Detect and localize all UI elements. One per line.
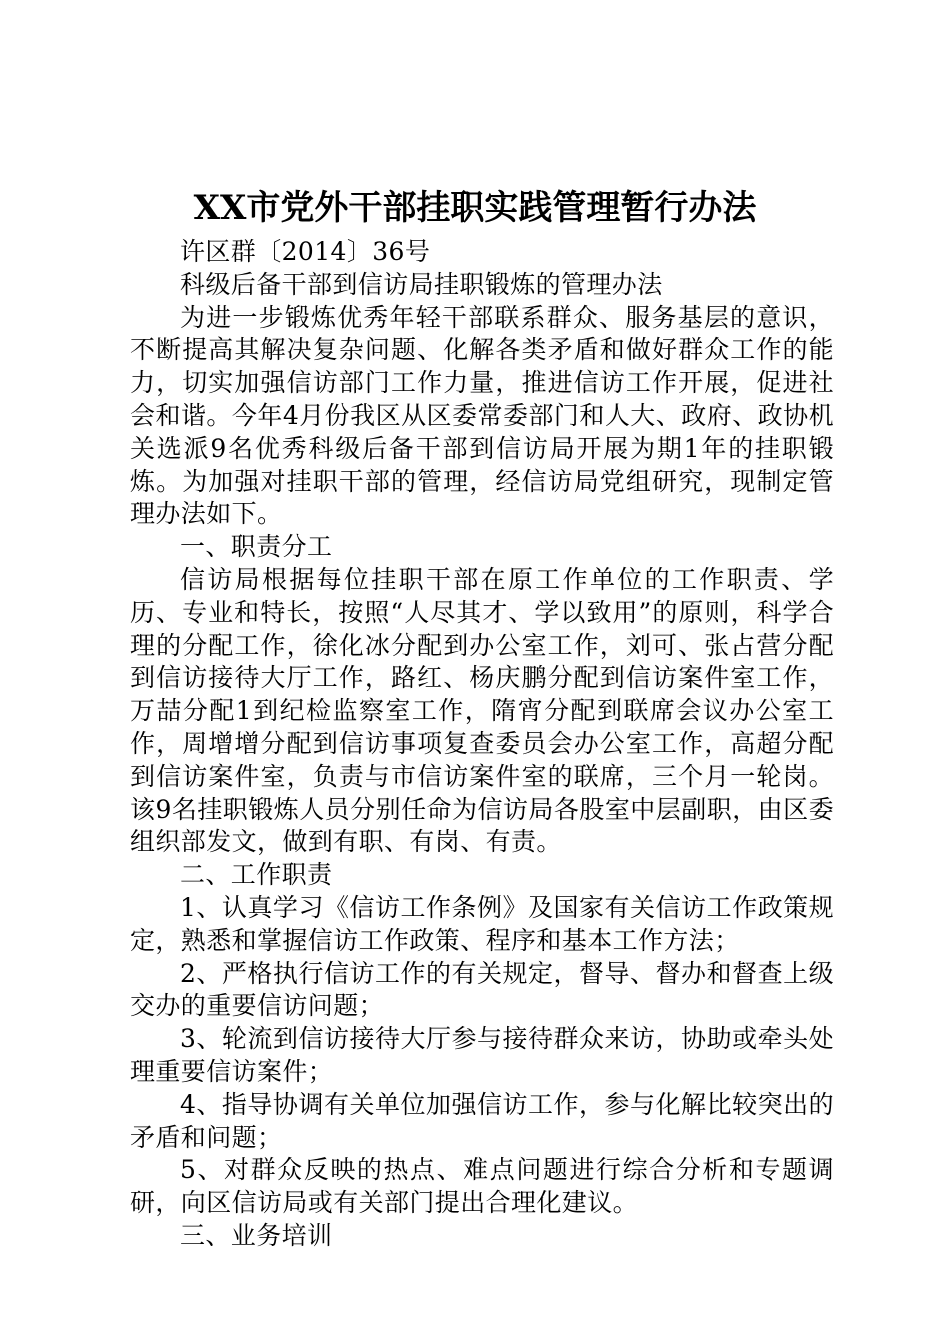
section-heading-training: 三、业务培训 [180,1220,333,1250]
responsibility-item: 1、认真学习《信访工作条例》及国家有关信访工作政策规定，熟悉和掌握信访工作政策、程序和基本工作方法； [130,892,834,955]
responsibility-item: 2、严格执行信访工作的有关规定，督导、督办和督查上级交办的重要信访问题； [130,958,834,1021]
section-heading-duties-division: 一、职责分工 [180,532,333,562]
document-body [130,236,834,1253]
intro-paragraph: 为进一步锻炼优秀年轻干部联系群众、服务基层的意识，不断提高其解决复杂问题、化解各类矛盾和做好群众工作的能力，切实加强信访部门工作力量，推进信访工作开展，促进社会和谐。今年4月份我区从区委常委部门和人大、政府、政协机关选派9名优秀科级后备干部到信访局开展为期1年的挂职锻炼。为加强对挂职干部的管理，经信访局党组研究，现制定管理办法如下。 [130,302,834,529]
section-heading-job-responsibilities: 二、工作职责 [180,860,333,890]
responsibility-item: 4、指导协调有关单位加强信访工作，参与化解比较突出的矛盾和问题； [130,1089,834,1152]
document-title: XX市党外干部挂职实践管理暂行办法 [193,188,757,228]
document-subtitle: 科级后备干部到信访局挂职锻炼的管理办法 [180,269,663,299]
responsibility-item: 3、轮流到信访接待大厅参与接待群众来访，协助或牵头处理重要信访案件； [130,1024,834,1086]
duties-division-paragraph: 信访局根据每位挂职干部在原工作单位的工作职责、学历、专业和特长，按照“人尽其才、学以致用”的原则，科学合理的分配工作，徐化冰分配到办公室工作，刘可、张占营分配到信访接待大厅工作，路红、杨庆鹏分配到信访案件室工作，万喆分配1到纪检监察室工作，隋宵分配到联席会议办公室工作，周增增分配到信访事项复查委员会办公室工作，高超分配到信访案件室，负责与市信访案件室的联席，三个月一轮岗。该9名挂职锻炼人员分别任命为信访局各股室中层副职，由区委组织部发文，做到有职、有岗、有责。 [130,564,834,857]
document-number: 许区群〔2014〕36号 [180,237,431,266]
responsibility-item: 5、对群众反映的热点、难点问题进行综合分析和专题调研，向区信访局或有关部门提出合理化建议。 [130,1155,834,1218]
